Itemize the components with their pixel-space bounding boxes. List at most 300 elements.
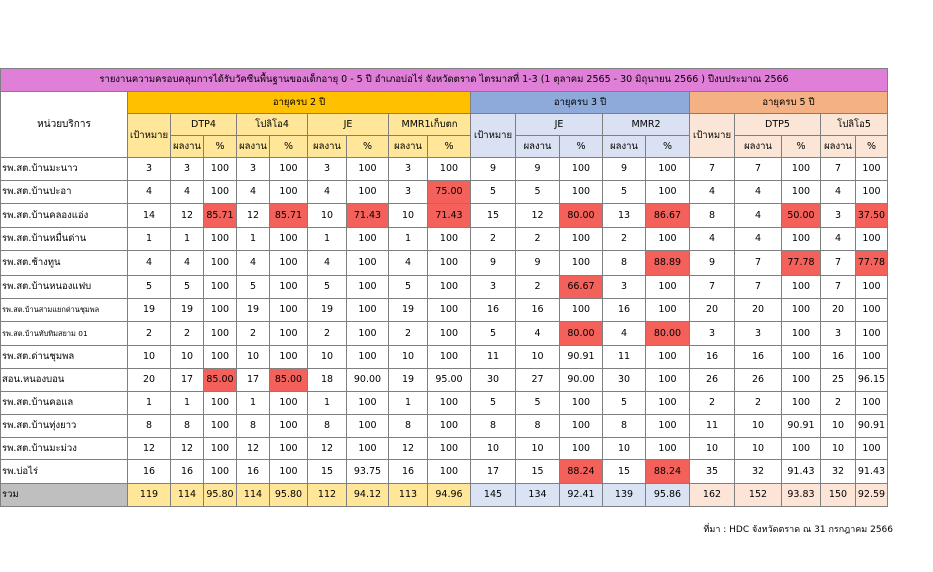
percent-cell: 100: [856, 438, 888, 460]
unit-name: รพ.สต.บ้านมะนาว: [1, 158, 128, 181]
table-row: [1, 158, 888, 181]
value-cell: 15: [308, 460, 347, 484]
value-cell: 20: [128, 369, 171, 392]
polio4-header: โปลิโอ4: [237, 114, 308, 136]
table-row: [1, 299, 888, 322]
percent-cell: 100: [782, 276, 821, 299]
value-cell: 12: [128, 438, 171, 460]
percent-cell: 100: [428, 299, 471, 322]
age-3-target-header: เป้าหมาย: [471, 114, 516, 158]
polio5-header: โปลิโอ5: [821, 114, 888, 136]
value-cell: 12: [237, 204, 270, 228]
percent-cell: 95.80: [204, 484, 237, 507]
percent-cell: 95.86: [646, 484, 690, 507]
percent-cell: 100: [347, 322, 389, 346]
value-cell: 9: [603, 158, 646, 181]
value-cell: 7: [735, 251, 782, 276]
percent-cell: 100: [856, 346, 888, 369]
value-cell: 1: [171, 392, 204, 415]
value-cell: 16: [389, 460, 428, 484]
value-cell: 10: [237, 346, 270, 369]
value-cell: 5: [171, 276, 204, 299]
percent-cell: 80.00: [560, 322, 603, 346]
value-cell: 4: [128, 181, 171, 204]
value-cell: 4: [735, 228, 782, 251]
age-2-group-header: อายุครบ 2 ปี: [128, 92, 471, 114]
value-cell: 16: [690, 346, 735, 369]
percent-cell: 100: [856, 392, 888, 415]
percent-cell: 88.24: [560, 460, 603, 484]
value-cell: 12: [516, 204, 560, 228]
result-subheader: ผลงาน: [389, 136, 428, 158]
percent-cell: 90.00: [347, 369, 389, 392]
value-cell: 10: [735, 438, 782, 460]
unit-name: รพ.บ่อไร่: [1, 460, 128, 484]
value-cell: 30: [471, 369, 516, 392]
percent-cell: 100: [428, 276, 471, 299]
value-cell: 15: [516, 460, 560, 484]
value-cell: 4: [690, 228, 735, 251]
result-subheader: ผลงาน: [603, 136, 646, 158]
value-cell: 2: [516, 228, 560, 251]
value-cell: 9: [516, 251, 560, 276]
percent-cell: 80.00: [646, 322, 690, 346]
value-cell: 35: [690, 460, 735, 484]
percent-cell: 100: [204, 228, 237, 251]
value-cell: 19: [389, 369, 428, 392]
dtp4-header: DTP4: [171, 114, 237, 136]
value-cell: 10: [308, 204, 347, 228]
percent-cell: 100: [782, 438, 821, 460]
table-row: [1, 276, 888, 299]
percent-subheader: %: [646, 136, 690, 158]
percent-subheader: %: [856, 136, 888, 158]
value-cell: 1: [128, 392, 171, 415]
percent-cell: 96.15: [856, 369, 888, 392]
percent-cell: 100: [560, 299, 603, 322]
value-cell: 15: [471, 204, 516, 228]
unit-name: รพ.สต.บ้านหมื่นด่าน: [1, 228, 128, 251]
percent-cell: 100: [347, 181, 389, 204]
value-cell: 4: [308, 181, 347, 204]
value-cell: 8: [128, 415, 171, 438]
percent-subheader: %: [782, 136, 821, 158]
value-cell: 4: [821, 228, 856, 251]
percent-cell: 100: [204, 158, 237, 181]
value-cell: 2: [516, 276, 560, 299]
value-cell: 4: [308, 251, 347, 276]
value-cell: 1: [171, 228, 204, 251]
value-cell: 10: [308, 346, 347, 369]
percent-cell: 100: [270, 346, 308, 369]
percent-cell: 88.24: [646, 460, 690, 484]
data-source-note: ที่มา : HDC จังหวัดตราด ณ 31 กรกฎาคม 2566: [703, 525, 893, 535]
age-5-target-header: เป้าหมาย: [690, 114, 735, 158]
unit-name: รพ.สต.บ้านหนองแฟบ: [1, 276, 128, 299]
percent-cell: 100: [646, 158, 690, 181]
je-age2-header: JE: [308, 114, 389, 136]
percent-cell: 100: [560, 228, 603, 251]
value-cell: 20: [821, 299, 856, 322]
table-row: [1, 460, 888, 484]
value-cell: 5: [389, 276, 428, 299]
value-cell: 5: [237, 276, 270, 299]
percent-cell: 100: [270, 322, 308, 346]
value-cell: 3: [237, 158, 270, 181]
percent-subheader: %: [347, 136, 389, 158]
value-cell: 4: [821, 181, 856, 204]
percent-cell: 92.59: [856, 484, 888, 507]
percent-cell: 100: [204, 392, 237, 415]
value-cell: 32: [735, 460, 782, 484]
value-cell: 14: [128, 204, 171, 228]
mmr1-catchup-header: MMR1เก็บตก: [389, 114, 471, 136]
percent-cell: 100: [560, 251, 603, 276]
percent-cell: 100: [646, 299, 690, 322]
percent-cell: 100: [270, 181, 308, 204]
percent-cell: 100: [646, 346, 690, 369]
percent-cell: 100: [782, 158, 821, 181]
unit-name: รพ.สต.ช้างทูน: [1, 251, 128, 276]
value-cell: 7: [821, 251, 856, 276]
total-label: รวม: [1, 484, 128, 507]
value-cell: 3: [821, 204, 856, 228]
value-cell: 1: [128, 228, 171, 251]
percent-cell: 100: [270, 251, 308, 276]
value-cell: 10: [735, 415, 782, 438]
percent-cell: 91.43: [856, 460, 888, 484]
value-cell: 2: [471, 228, 516, 251]
percent-cell: 100: [560, 392, 603, 415]
coverage-table: [0, 68, 888, 507]
percent-cell: 95.80: [270, 484, 308, 507]
percent-cell: 91.43: [782, 460, 821, 484]
result-subheader: ผลงาน: [171, 136, 204, 158]
value-cell: 2: [128, 322, 171, 346]
percent-subheader: %: [270, 136, 308, 158]
table-row: [1, 181, 888, 204]
value-cell: 32: [821, 460, 856, 484]
percent-cell: 100: [428, 346, 471, 369]
percent-cell: 85.00: [204, 369, 237, 392]
percent-cell: 100: [347, 228, 389, 251]
value-cell: 12: [308, 438, 347, 460]
value-cell: 2: [821, 392, 856, 415]
percent-cell: 90.91: [856, 415, 888, 438]
percent-cell: 75.00: [428, 181, 471, 204]
percent-cell: 100: [782, 322, 821, 346]
value-cell: 3: [735, 322, 782, 346]
total-row: [1, 484, 888, 507]
value-cell: 12: [171, 204, 204, 228]
value-cell: 3: [389, 181, 428, 204]
value-cell: 20: [690, 299, 735, 322]
unit-name: รพ.สต.บ้านมะม่วง: [1, 438, 128, 460]
value-cell: 8: [308, 415, 347, 438]
percent-cell: 100: [347, 392, 389, 415]
value-cell: 3: [471, 276, 516, 299]
percent-cell: 100: [782, 346, 821, 369]
value-cell: 10: [821, 415, 856, 438]
percent-cell: 100: [428, 392, 471, 415]
report-title: รายงานความครอบคลุมการได้รับวัคซีนพื้นฐานของเด็กอายุ 0 - 5 ปี อำเภอบ่อไร่ จังหวัดตราด ไตรมาสที่ 1-3 (1 ตุลาคม 2565 - 30 มิถุนายน 2566 ) ปีงบประมาณ 2566: [1, 69, 888, 92]
percent-cell: 100: [856, 276, 888, 299]
value-cell: 1: [389, 392, 428, 415]
value-cell: 16: [171, 460, 204, 484]
value-cell: 20: [735, 299, 782, 322]
value-cell: 16: [128, 460, 171, 484]
percent-cell: 95.00: [428, 369, 471, 392]
value-cell: 8: [516, 415, 560, 438]
value-cell: 3: [128, 158, 171, 181]
percent-cell: 100: [347, 276, 389, 299]
value-cell: 7: [735, 158, 782, 181]
percent-cell: 100: [646, 276, 690, 299]
percent-cell: 100: [347, 158, 389, 181]
je-age3-header: JE: [516, 114, 603, 136]
value-cell: 9: [471, 251, 516, 276]
percent-cell: 100: [270, 228, 308, 251]
percent-cell: 100: [646, 438, 690, 460]
percent-cell: 85.71: [204, 204, 237, 228]
value-cell: 16: [603, 299, 646, 322]
value-cell: 2: [237, 322, 270, 346]
percent-cell: 100: [560, 158, 603, 181]
percent-cell: 100: [270, 392, 308, 415]
percent-cell: 88.89: [646, 251, 690, 276]
value-cell: 4: [735, 204, 782, 228]
percent-cell: 100: [646, 228, 690, 251]
value-cell: 16: [735, 346, 782, 369]
percent-cell: 100: [782, 299, 821, 322]
percent-cell: 100: [347, 299, 389, 322]
unit-name: สอน.หนองบอน: [1, 369, 128, 392]
table-row: [1, 438, 888, 460]
percent-cell: 100: [347, 415, 389, 438]
value-cell: 8: [603, 415, 646, 438]
age-3-group-header: อายุครบ 3 ปี: [471, 92, 690, 114]
value-cell: 11: [690, 415, 735, 438]
percent-cell: 77.78: [856, 251, 888, 276]
value-cell: 1: [308, 228, 347, 251]
percent-cell: 100: [782, 369, 821, 392]
percent-cell: 93.75: [347, 460, 389, 484]
value-cell: 114: [171, 484, 204, 507]
percent-cell: 71.43: [428, 204, 471, 228]
percent-subheader: %: [204, 136, 237, 158]
percent-cell: 100: [782, 181, 821, 204]
value-cell: 10: [821, 438, 856, 460]
value-cell: 8: [471, 415, 516, 438]
value-cell: 2: [389, 322, 428, 346]
percent-cell: 71.43: [347, 204, 389, 228]
percent-cell: 94.12: [347, 484, 389, 507]
percent-cell: 100: [856, 158, 888, 181]
value-cell: 2: [308, 322, 347, 346]
unit-name: รพ.สต.ด่านชุมพล: [1, 346, 128, 369]
value-cell: 7: [690, 276, 735, 299]
result-subheader: ผลงาน: [516, 136, 560, 158]
value-cell: 11: [603, 346, 646, 369]
value-cell: 8: [389, 415, 428, 438]
percent-cell: 100: [428, 415, 471, 438]
unit-name: รพ.สต.บ้านปะอา: [1, 181, 128, 204]
table-row: [1, 346, 888, 369]
value-cell: 162: [690, 484, 735, 507]
value-cell: 4: [171, 181, 204, 204]
percent-cell: 100: [204, 346, 237, 369]
value-cell: 11: [471, 346, 516, 369]
value-cell: 5: [471, 181, 516, 204]
value-cell: 8: [603, 251, 646, 276]
percent-cell: 100: [428, 460, 471, 484]
percent-cell: 100: [270, 438, 308, 460]
percent-cell: 77.78: [782, 251, 821, 276]
mmr2-header: MMR2: [603, 114, 690, 136]
result-subheader: ผลงาน: [308, 136, 347, 158]
table-row: [1, 251, 888, 276]
percent-cell: 100: [428, 228, 471, 251]
value-cell: 26: [735, 369, 782, 392]
percent-cell: 92.41: [560, 484, 603, 507]
percent-cell: 100: [347, 251, 389, 276]
value-cell: 10: [516, 438, 560, 460]
percent-cell: 100: [856, 181, 888, 204]
value-cell: 10: [603, 438, 646, 460]
result-subheader: ผลงาน: [821, 136, 856, 158]
value-cell: 10: [389, 204, 428, 228]
value-cell: 10: [471, 438, 516, 460]
percent-cell: 80.00: [560, 204, 603, 228]
value-cell: 2: [603, 228, 646, 251]
value-cell: 10: [516, 346, 560, 369]
value-cell: 10: [171, 346, 204, 369]
value-cell: 5: [471, 322, 516, 346]
value-cell: 30: [603, 369, 646, 392]
table-row: [1, 369, 888, 392]
percent-cell: 66.67: [560, 276, 603, 299]
value-cell: 3: [171, 158, 204, 181]
unit-name: รพ.สต.บ้านคอแล: [1, 392, 128, 415]
value-cell: 5: [516, 392, 560, 415]
percent-cell: 50.00: [782, 204, 821, 228]
value-cell: 4: [690, 181, 735, 204]
value-cell: 8: [690, 204, 735, 228]
value-cell: 4: [389, 251, 428, 276]
percent-cell: 100: [856, 322, 888, 346]
value-cell: 114: [237, 484, 270, 507]
value-cell: 3: [821, 322, 856, 346]
value-cell: 4: [735, 181, 782, 204]
value-cell: 8: [171, 415, 204, 438]
table-row: [1, 322, 888, 346]
value-cell: 16: [516, 299, 560, 322]
value-cell: 2: [735, 392, 782, 415]
value-cell: 17: [237, 369, 270, 392]
percent-cell: 100: [204, 276, 237, 299]
value-cell: 19: [171, 299, 204, 322]
value-cell: 15: [603, 460, 646, 484]
value-cell: 25: [821, 369, 856, 392]
percent-cell: 100: [428, 438, 471, 460]
value-cell: 5: [516, 181, 560, 204]
value-cell: 18: [308, 369, 347, 392]
value-cell: 113: [389, 484, 428, 507]
value-cell: 4: [171, 251, 204, 276]
percent-cell: 100: [204, 181, 237, 204]
percent-cell: 100: [270, 276, 308, 299]
value-cell: 134: [516, 484, 560, 507]
value-cell: 1: [308, 392, 347, 415]
value-cell: 12: [389, 438, 428, 460]
value-cell: 4: [237, 251, 270, 276]
value-cell: 2: [690, 392, 735, 415]
table-row: [1, 228, 888, 251]
value-cell: 112: [308, 484, 347, 507]
value-cell: 8: [237, 415, 270, 438]
value-cell: 7: [690, 158, 735, 181]
value-cell: 150: [821, 484, 856, 507]
unit-name: รพ.สต.บ้านทุ่งยาว: [1, 415, 128, 438]
percent-cell: 100: [204, 415, 237, 438]
value-cell: 19: [237, 299, 270, 322]
value-cell: 12: [237, 438, 270, 460]
value-cell: 4: [603, 322, 646, 346]
percent-subheader: %: [560, 136, 603, 158]
value-cell: 26: [690, 369, 735, 392]
percent-cell: 100: [270, 460, 308, 484]
value-cell: 152: [735, 484, 782, 507]
percent-cell: 100: [856, 299, 888, 322]
unit-column-header: หน่วยบริการ: [1, 92, 128, 158]
value-cell: 7: [735, 276, 782, 299]
percent-cell: 94.96: [428, 484, 471, 507]
coverage-report-sheet: [0, 68, 888, 507]
percent-cell: 85.00: [270, 369, 308, 392]
value-cell: 5: [308, 276, 347, 299]
value-cell: 9: [516, 158, 560, 181]
percent-cell: 100: [204, 460, 237, 484]
percent-subheader: %: [428, 136, 471, 158]
value-cell: 2: [171, 322, 204, 346]
unit-name: รพ.สต.บ้านคลองแอ่ง: [1, 204, 128, 228]
value-cell: 19: [128, 299, 171, 322]
value-cell: 3: [603, 276, 646, 299]
unit-name: รพ.สต.บ้านทับทิมสยาม 01: [1, 322, 128, 346]
percent-cell: 100: [204, 299, 237, 322]
table-row: [1, 392, 888, 415]
value-cell: 13: [603, 204, 646, 228]
value-cell: 17: [171, 369, 204, 392]
percent-cell: 100: [204, 438, 237, 460]
percent-cell: 100: [646, 415, 690, 438]
percent-cell: 100: [856, 228, 888, 251]
unit-name: รพ.สต.บ้านสามแยกด่านชุมพล: [1, 299, 128, 322]
value-cell: 3: [389, 158, 428, 181]
percent-cell: 100: [782, 228, 821, 251]
percent-cell: 100: [646, 392, 690, 415]
value-cell: 1: [389, 228, 428, 251]
value-cell: 1: [237, 228, 270, 251]
value-cell: 16: [821, 346, 856, 369]
value-cell: 7: [821, 158, 856, 181]
value-cell: 19: [389, 299, 428, 322]
percent-cell: 100: [428, 322, 471, 346]
percent-cell: 90.91: [782, 415, 821, 438]
value-cell: 10: [389, 346, 428, 369]
percent-cell: 100: [646, 181, 690, 204]
table-row: [1, 415, 888, 438]
